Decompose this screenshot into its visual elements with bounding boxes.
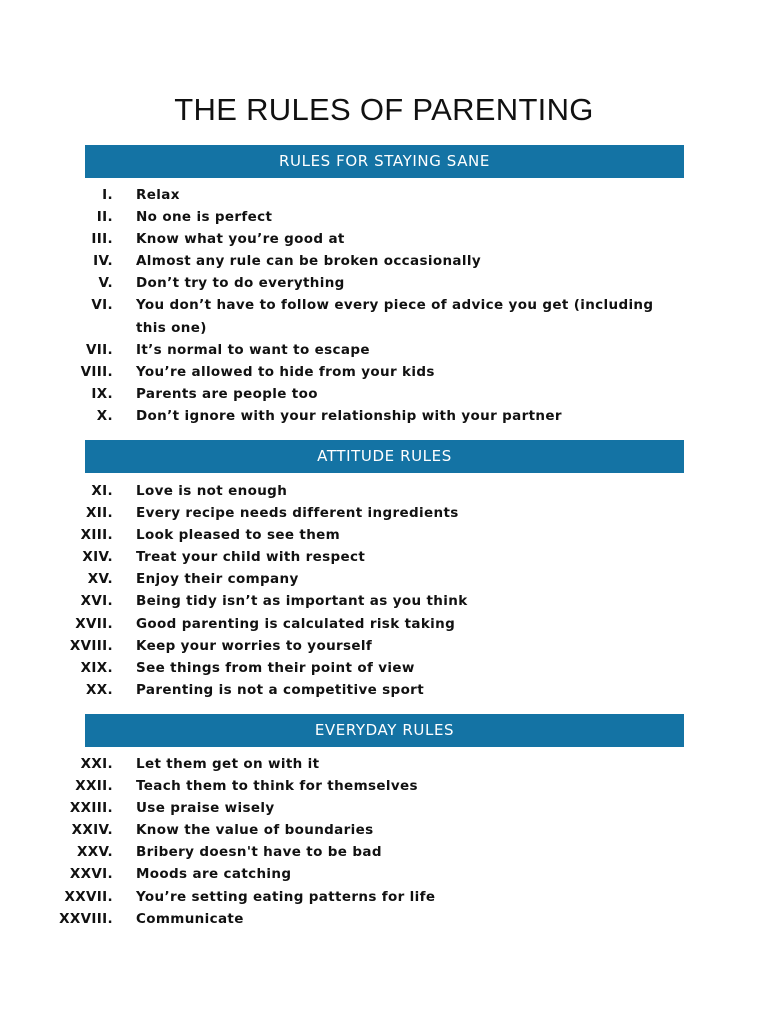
rule-number: XXVI. [69, 866, 113, 883]
rule-item [0, 405, 768, 427]
rule-text: Every recipe needs different ingredients [136, 505, 459, 522]
rule-number: XXI. [80, 756, 113, 772]
rule-number: X. [96, 407, 113, 424]
rule-item [0, 383, 768, 405]
rule-number: VIII. [80, 363, 113, 380]
rule-text: Don’t try to do everything [136, 275, 345, 292]
rule-item [0, 753, 768, 775]
rule-text: See things from their point of view [136, 659, 415, 676]
rule-text: Parents are people too [136, 385, 318, 402]
rule-item [0, 775, 768, 797]
rule-item [0, 886, 768, 908]
rule-number: VI. [91, 297, 113, 314]
rule-item [0, 294, 768, 338]
rule-text: Bribery doesn't have to be bad [136, 844, 382, 861]
rule-number: I. [102, 187, 113, 203]
rule-item [0, 339, 768, 361]
rule-number: XV. [87, 571, 113, 588]
rule-text: You don’t have to follow every piece of advice you get (including this one) [136, 297, 654, 336]
rule-item [0, 590, 768, 612]
rule-text: Know the value of boundaries [136, 822, 374, 839]
rule-text: No one is perfect [136, 209, 273, 226]
rule-number: XXVIII. [59, 910, 113, 927]
rule-text: Keep your worries to yourself [136, 637, 373, 654]
rule-number: XII. [86, 505, 113, 522]
rule-item [0, 502, 768, 524]
rule-text: Let them get on with it [136, 756, 320, 772]
rule-item [0, 657, 768, 679]
rule-number: XI. [91, 483, 113, 499]
rule-text: Relax [136, 187, 180, 203]
rule-number: XIX. [80, 659, 113, 676]
rule-text: Teach them to think for themselves [136, 778, 418, 795]
rule-text: Enjoy their company [136, 571, 299, 588]
rule-number: XVI. [80, 593, 113, 610]
rule-number: IX. [91, 385, 113, 402]
rule-item [0, 228, 768, 250]
rule-item [0, 613, 768, 635]
rule-item [0, 361, 768, 383]
rule-text: Parenting is not a competitive sport [136, 681, 424, 698]
rule-number: XIV. [82, 549, 113, 566]
rule-item [0, 272, 768, 294]
rule-number: XIII. [80, 527, 113, 544]
rule-item [0, 797, 768, 819]
rule-text: Look pleased to see them [136, 527, 341, 544]
rule-item [0, 908, 768, 930]
rule-item [0, 524, 768, 546]
rule-item [0, 635, 768, 657]
rule-number: XXIII. [69, 800, 113, 817]
rule-item [0, 568, 768, 590]
rule-list-staying-sane [0, 184, 768, 427]
rule-number: IV. [93, 253, 113, 270]
rule-text: You’re setting eating patterns for life [136, 888, 436, 905]
rule-item [0, 679, 768, 701]
rule-number: XX. [86, 681, 113, 698]
rule-text: Treat your child with respect [136, 549, 366, 566]
rule-text: You’re allowed to hide from your kids [136, 363, 435, 380]
rule-item [0, 184, 768, 206]
rule-number: XXII. [75, 778, 113, 795]
rule-text: Love is not enough [136, 483, 288, 499]
rule-number: II. [96, 209, 113, 226]
rule-text: Don’t ignore with your relationship with your partner [136, 407, 562, 424]
page-title: THE RULES OF PARENTING [174, 92, 594, 127]
section-heading-attitude: ATTITUDE RULES [85, 440, 684, 473]
rule-item [0, 819, 768, 841]
rule-number: XVIII. [69, 637, 113, 654]
rule-item [0, 250, 768, 272]
rule-number: XXVII. [64, 888, 113, 905]
rule-list-everyday [0, 753, 768, 930]
rule-text: It’s normal to want to escape [136, 341, 370, 358]
rule-item [0, 480, 768, 502]
rule-item [0, 863, 768, 885]
rule-text: Being tidy isn’t as important as you think [136, 593, 468, 610]
rule-number: XXIV. [71, 822, 113, 839]
rule-text: Know what you’re good at [136, 231, 345, 248]
rule-text: Moods are catching [136, 866, 292, 883]
rule-number: VII. [85, 341, 113, 358]
rule-item [0, 841, 768, 863]
rule-number: XVII. [75, 615, 113, 632]
rule-number: XXV. [76, 844, 113, 861]
rule-number: III. [91, 231, 113, 248]
rule-text: Good parenting is calculated risk taking [136, 615, 456, 632]
section-heading-staying-sane: RULES FOR STAYING SANE [85, 145, 684, 178]
rule-list-attitude [0, 480, 768, 701]
section-heading-everyday: EVERYDAY RULES [85, 714, 684, 747]
rule-text: Communicate [136, 910, 244, 927]
rule-text: Almost any rule can be broken occasionally [136, 253, 482, 270]
rule-number: V. [98, 275, 113, 292]
rule-item [0, 546, 768, 568]
rule-item [0, 206, 768, 228]
rule-text: Use praise wisely [136, 800, 275, 817]
